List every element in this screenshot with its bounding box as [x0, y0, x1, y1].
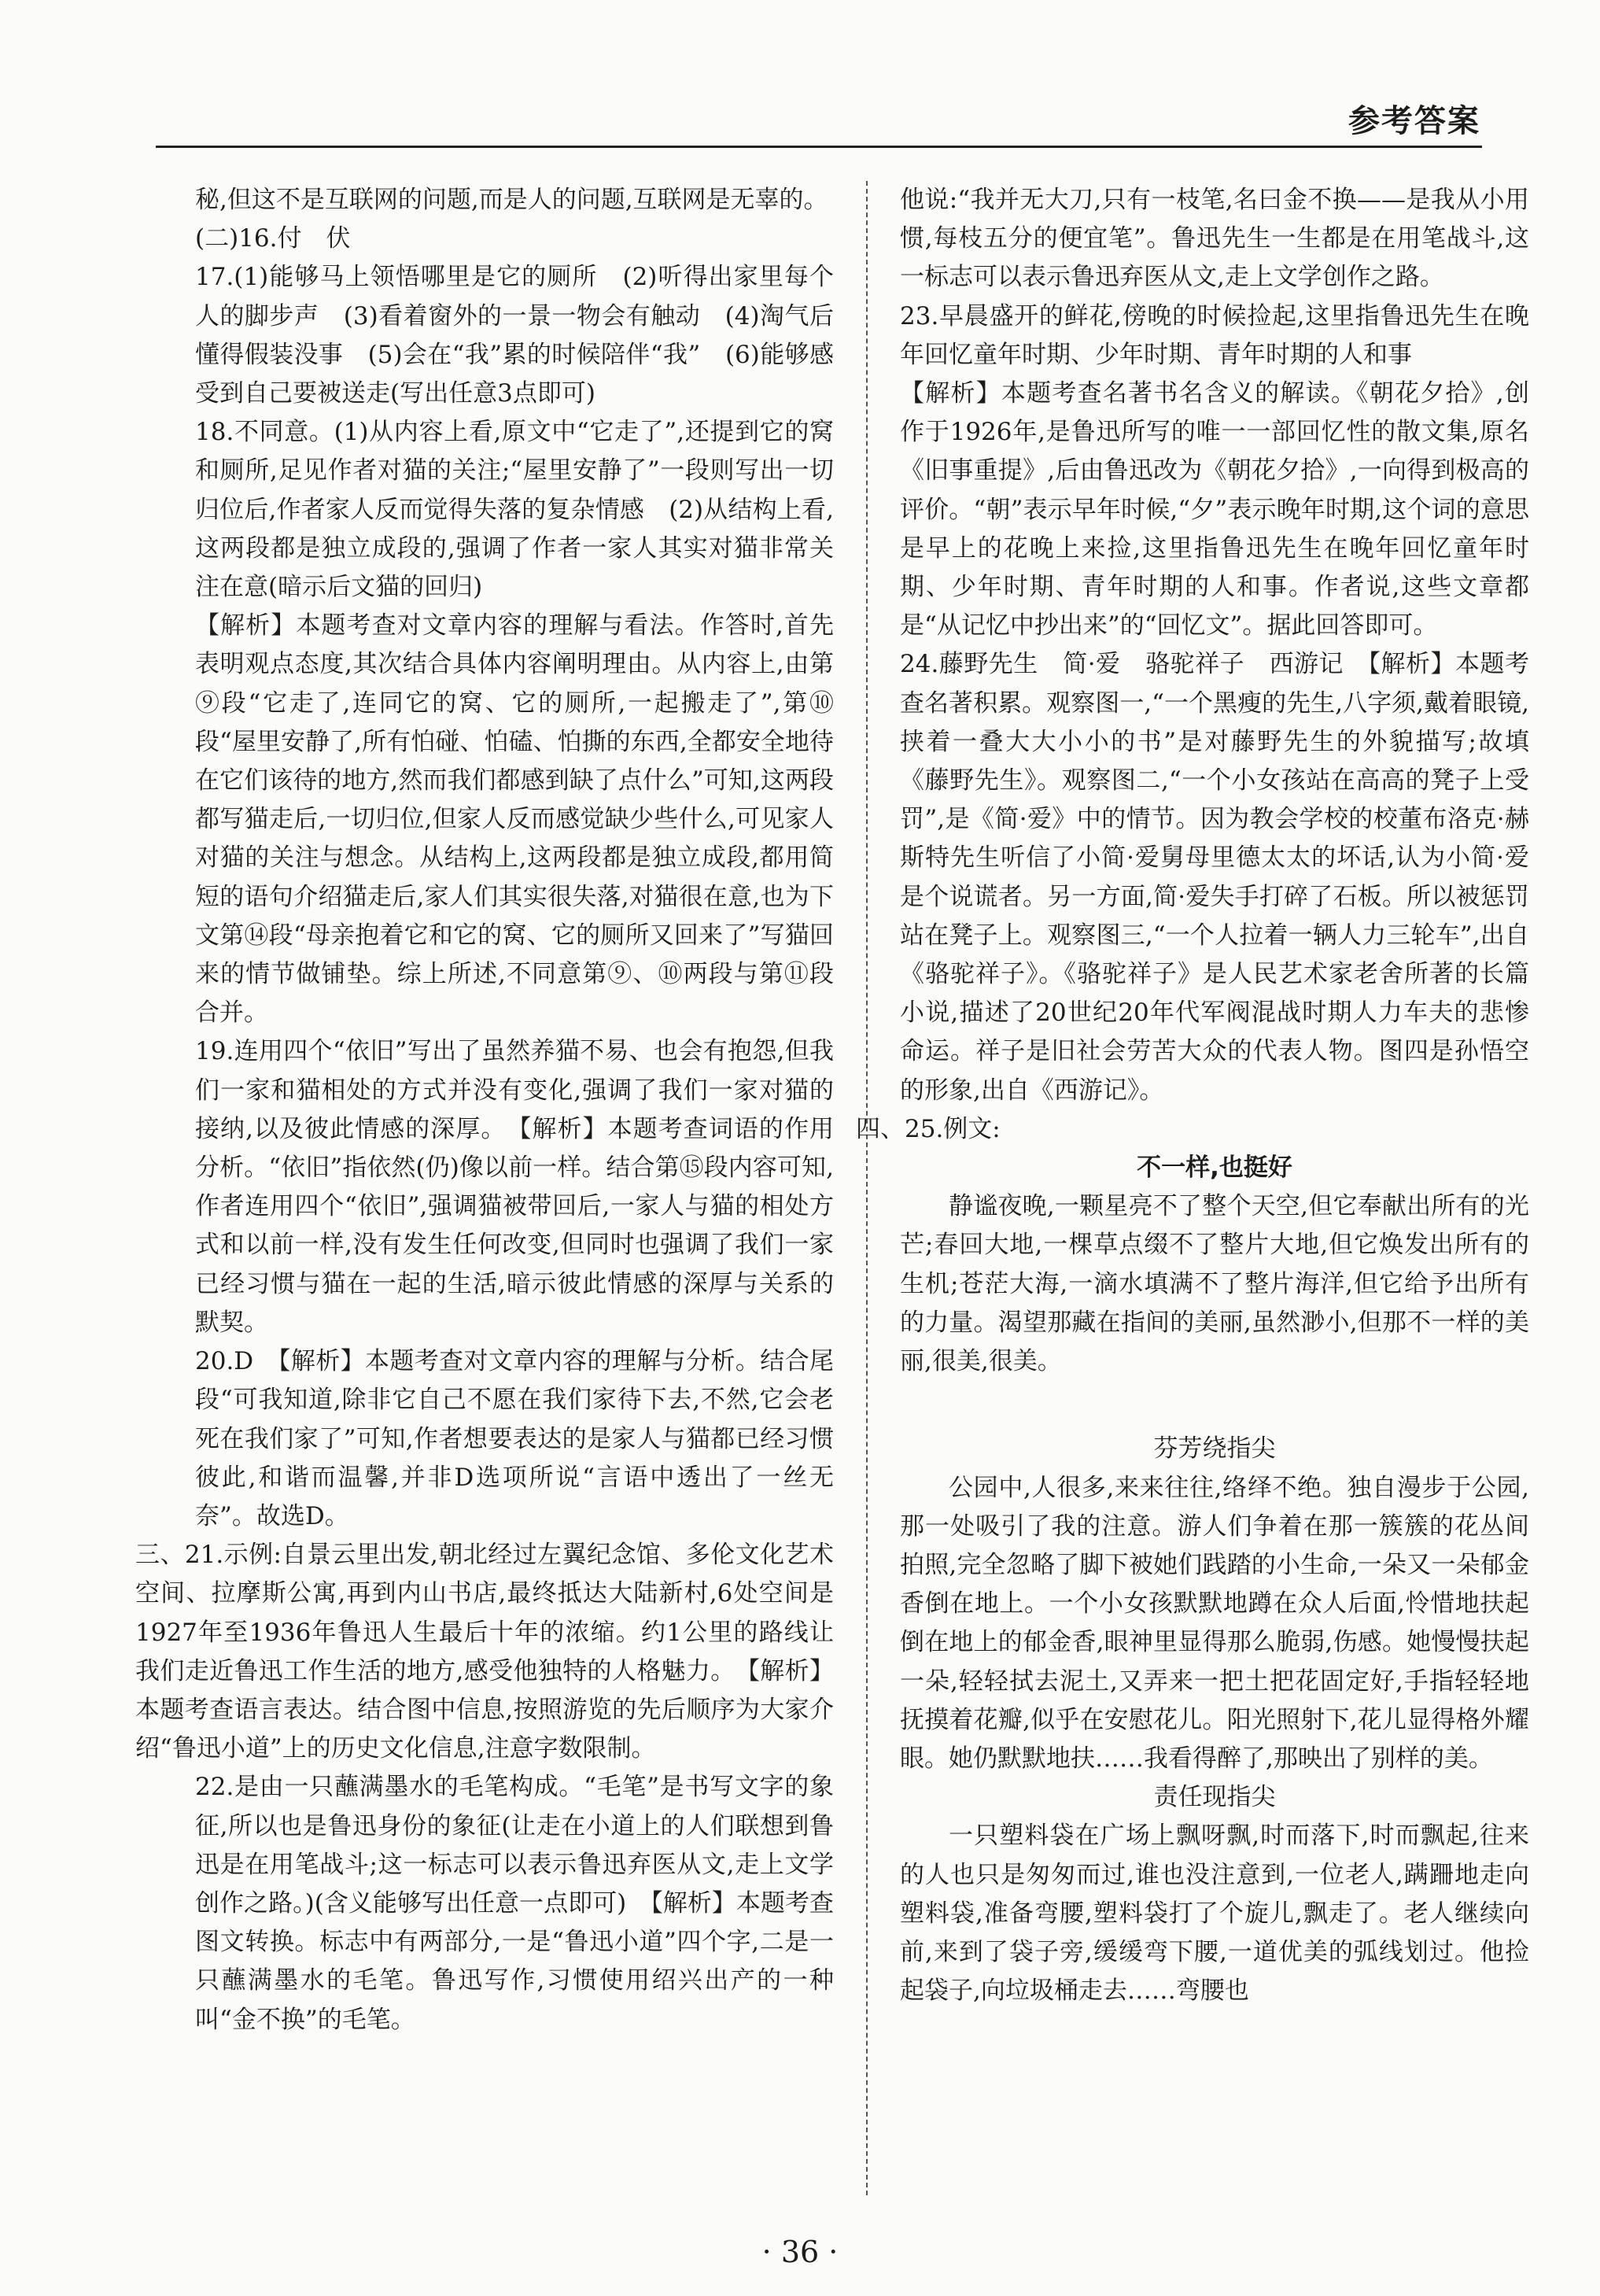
page-header-title: 参考答案 [1348, 103, 1480, 139]
answer-16: (二)16.付 伏 [195, 224, 351, 253]
header-rule [156, 146, 1482, 148]
essay-title: 不一样,也挺好 [1137, 1154, 1292, 1183]
essay-intro: 静谧夜晚,一颗星亮不了整个天空,但它奉献出所有的光芒;春回大地,一棵草点缀不了整片大地,但它焕发出所有的生机;苍茫大海,一滴水填满不了整片海洋,但它给予出所有的力量。渴望那藏在指间的美丽,虽然渺小,但那不一样的美丽,很美,很美。 [900, 1192, 1529, 1376]
section-title-1: 芬芳绕指尖 [1153, 1434, 1276, 1464]
page-number: · 36 · [761, 2235, 839, 2269]
analysis-23: 【解析】本题考查名著书名含义的解读。《朝花夕拾》,创作于1926年,是鲁迅所写的唯一一部回忆性的散文集,原名《旧事重提》,后由鲁迅改为《朝花夕拾》,一向得到极高的评价。“朝”表示早年时候,“夕”表示晚年时期,这个词的意思是早上的花晚上来捡,这里指鲁迅先生在晚年回忆童年时期、少年时期、青年时期的人和事。作者说,这些文章都是“从记忆中抄出来”的“回忆文”。据此回答即可。 [900, 379, 1529, 640]
answer-17: 17.(1)能够马上领悟哪里是它的厕所 (2)听得出家里每个人的脚步声 (3)看着窗外的一景一物会有触动 (4)淘气后懂得假装没事 (5)会在“我”累的时候陪伴“我” (6)能够感受到自己要被送走(写出任意3点即可) [195, 263, 834, 408]
section-title-2: 责任现指尖 [1153, 1783, 1276, 1812]
answer-19: 19.连用四个“依旧”写出了虽然养猫不易、也会有抱怨,但我们一家和猫相处的方式并没有变化,强调了我们一家对猫的接纳,以及彼此情感的深厚。 【解析】本题考查词语的作用分析。“依旧”指依然(仍)像以前一样。结合第⑮段内容可知,作者连用四个“依旧”,强调猫被带回后,一家人与猫的相处方式和以前一样,没有发生任何改变,但同时也强调了我们一家已经习惯与猫在一起的生活,暗示彼此情感的深厚与关系的默契。 [195, 1037, 834, 1337]
essay-section-1: 公园中,人很多,来来往往,络绎不绝。独自漫步于公园,那一处吸引了我的注意。游人们争着在那一簇簇的花丛间拍照,完全忽略了脚下被她们践踏的小生命,一朵又一朵郁金香倒在地上。一个小女孩默默地蹲在众人后面,怜惜地扶起倒在地上的郁金香,眼神里显得那么脆弱,伤感。她慢慢扶起一朵,轻轻拭去泥土,又弄来一把土把花固定好,手指轻轻地抚摸着花瓣,似乎在安慰花儿。阳光照射下,花儿显得格外耀眼。她仍默默地扶……我看得醉了,那映出了别样的美。 [900, 1473, 1529, 1773]
right-column [856, 181, 1529, 2010]
spacer [900, 1381, 1529, 1430]
answer-18: 18.不同意。(1)从内容上看,原文中“它走了”,还提到它的窝和厕所,足见作者对猫的关注;“屋里安静了”一段则写出一切归位后,作者家人反而觉得失落的复杂情感 (2)从结构上看,这两段都是独立成段的,强调了作者一家人其实对猫非常关注在意(暗示后文猫的回归) [195, 418, 834, 602]
answer-21: 三、21.示例:自景云里出发,朝北经过左翼纪念馆、多伦文化艺术空间、拉摩斯公寓,再到内山书店,最终抵达大陆新村,6处空间是1927年至1936年鲁迅人生最后十年的浓缩。约1公里的路线让我们走近鲁迅工作生活的地方,感受他独特的人格魅力。 【解析】本题考查语言表达。结合图中信息,按照游览的先后顺序为大家介绍“鲁迅小道”上的历史文化信息,注意字数限制。 [135, 1541, 834, 1763]
left-column [135, 181, 834, 2039]
answer-22: 22.是由一只蘸满墨水的毛笔构成。“毛笔”是书写文字的象征,所以也是鲁迅身份的象征(让走在小道上的人们联想到鲁迅是在用笔战斗;这一标志可以表示鲁迅弃医从文,走上文学创作之路。)(含义能够写出任意一点即可) 【解析】本题考查图文转换。标志中有两部分,一是“鲁迅小道”四个字,二是一只蘸满墨水的毛笔。鲁迅写作,习惯使用绍兴出产的一种叫“金不换”的毛笔。 [195, 1773, 834, 2034]
analysis-18: 【解析】本题考查对文章内容的理解与看法。作答时,首先表明观点态度,其次结合具体内容阐明理由。从内容上,由第⑨段“它走了,连同它的窝、它的厕所,一起搬走了”,第⑩段“屋里安静了,所有怕碰、怕磕、怕撕的东西,全都安全地待在它们该待的地方,然而我们都感到缺了点什么”可知,这两段都写猫走后,一切归位,但家人反而感觉缺少些什么,可见家人对猫的关注与想念。从结构上,这两段都是独立成段,都用简短的语句介绍猫走后,家人们其实很失落,对猫很在意,也为下文第⑭段“母亲抱着它和它的窝、它的厕所又回来了”写猫回来的情节做铺垫。综上所述,不同意第⑨、⑩两段与第⑪段合并。 [195, 611, 834, 1028]
column-divider [866, 181, 868, 2195]
answer-23: 23.早晨盛开的鲜花,傍晚的时候捡起,这里指鲁迅先生在晚年回忆童年时期、少年时期、青年时期的人和事 [900, 301, 1529, 369]
essay-section-2: 一只塑料袋在广场上飘呀飘,时而落下,时而飘起,往来的人也只是匆匆而过,谁也没注意到,一位老人,蹒跚地走向塑料袋,准备弯腰,塑料袋打了个旋儿,飘走了。老人继续向前,来到了袋子旁,缓缓弯下腰,一道优美的弧线划过。他捡起袋子,向垃圾桶走去……弯腰也 [900, 1822, 1529, 2006]
answer-24: 24.藤野先生 简·爱 骆驼祥子 西游记 【解析】本题考查名著积累。观察图一,“一个黑瘦的先生,八字须,戴着眼镜,挟着一叠大大小小的书”是对藤野先生的外貌描写;故填《藤野先生》。观察图二,“一个小女孩站在高高的凳子上受罚”,是《简·爱》中的情节。因为教会学校的校董布洛克·赫斯特先生听信了小简·爱舅母里德太太的坏话,认为小简·爱是个说谎者。另一方面,简·爱失手打碎了石板。所以被惩罚站在凳子上。观察图三,“一个人拉着一辆人力三轮车”,出自《骆驼祥子》。《骆驼祥子》是人民艺术家老舍所著的长篇小说,描述了20世纪20年代军阀混战时期人力车夫的悲惨命运。祥子是旧社会劳苦大众的代表人物。图四是孙悟空的形象,出自《西游记》。 [900, 650, 1529, 1105]
answer-25-label: 四、25.例文: [856, 1114, 1001, 1143]
text-block: 他说:“我并无大刀,只有一枝笔,名曰金不换——是我从小用惯,每枝五分的便宜笔”。鲁迅先生一生都是在用笔战斗,这一标志可以表示鲁迅弃医从文,走上文学创作之路。 [900, 186, 1529, 292]
answer-20: 20.D 【解析】本题考查对文章内容的理解与分析。结合尾段“可我知道,除非它自己不愿在我们家待下去,不然,它会老死在我们家了”可知,作者想要表达的是家人与猫都已经习惯彼此,和谐而温馨,并非D选项所说“言语中透出了一丝无奈”。故选D。 [195, 1347, 834, 1530]
text-block: 秘,但这不是互联网的问题,而是人的问题,互联网是无辜的。 [195, 186, 828, 214]
